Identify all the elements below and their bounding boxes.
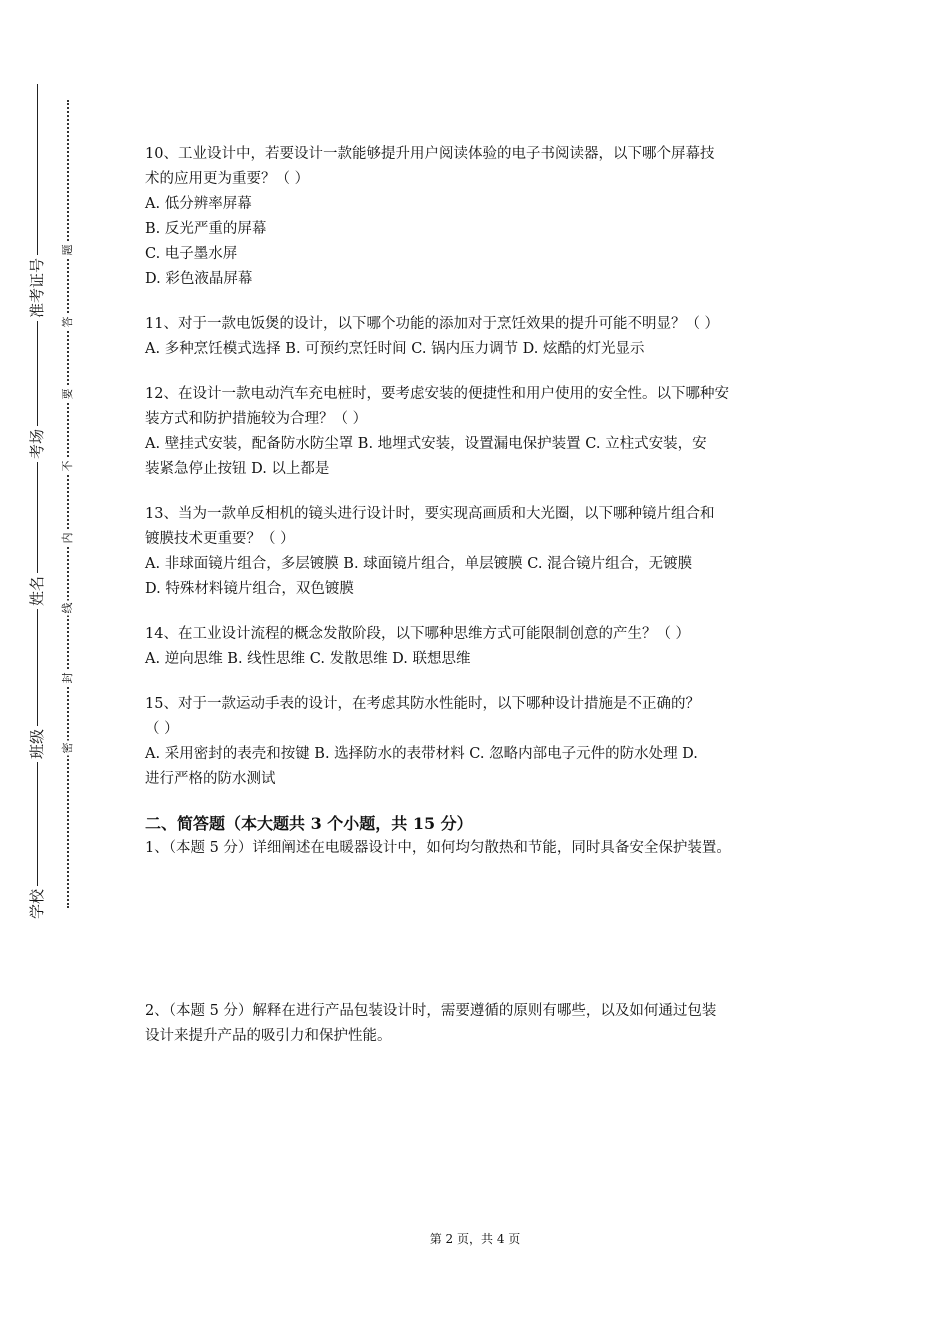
field-school-label: 学校 — [29, 886, 45, 922]
question-stem-line: 14、在工业设计流程的概念发散阶段，以下哪种思维方式可能限制创意的产生？（ ） — [145, 626, 691, 642]
option-c: C. 电子墨水屏 — [145, 246, 238, 262]
exam-content — [145, 142, 820, 1049]
field-name-label: 姓名 — [29, 573, 45, 609]
question-15 — [145, 692, 820, 792]
option-a: A. 低分辨率屏幕 — [145, 196, 252, 212]
seal-notice-char: 不 — [61, 460, 74, 472]
binding-solid-line — [37, 84, 38, 914]
field-exam-room-label: 考场 — [29, 426, 45, 462]
options-line: A. 多种烹饪模式选择 B. 可预约烹饪时间 C. 锅内压力调节 D. 炫酷的灯光显示 — [145, 341, 645, 357]
seal-notice-char: 要 — [61, 388, 74, 400]
short-answer-2 — [145, 999, 820, 1049]
short-answer-line: 1、（本题 5 分）详细阐述在电暖器设计中，如何均匀散热和节能，同时具备安全保护装置。 — [145, 840, 731, 856]
binding-strip — [0, 0, 100, 1344]
field-class-label: 班级 — [29, 726, 45, 762]
question-11 — [145, 312, 820, 362]
seal-notice-char: 答 — [61, 316, 74, 328]
seal-notice-char: 密 — [61, 742, 74, 754]
short-answer-1 — [145, 836, 820, 861]
short-answer-line: 设计来提升产品的吸引力和保护性能。 — [145, 1028, 392, 1044]
seal-notice-char: 封 — [61, 672, 74, 684]
options-line: 装紧急停止按钮 D. 以上都是 — [145, 461, 330, 477]
options-line: A. 非球面镜片组合，多层镀膜 B. 球面镜片组合，单层镀膜 C. 混合镜片组合，无镀膜 — [145, 556, 693, 572]
options-line: 进行严格的防水测试 — [145, 771, 276, 787]
seal-notice-char: 内 — [61, 532, 74, 544]
seal-notice-char: 题 — [61, 244, 74, 256]
option-d: D. 彩色液晶屏幕 — [145, 271, 253, 287]
field-exam-number-label: 准考证号 — [29, 255, 45, 321]
question-12 — [145, 382, 820, 482]
options-line: A. 壁挂式安装，配备防水防尘罩 B. 地埋式安装，设置漏电保护装置 C. 立柱式安装，安 — [145, 436, 707, 452]
question-13 — [145, 502, 820, 602]
question-10 — [145, 142, 820, 292]
question-stem-line: 术的应用更为重要？（ ） — [145, 171, 310, 187]
question-stem-line: 11、对于一款电饭煲的设计，以下哪个功能的添加对于烹饪效果的提升可能不明显？（ ） — [145, 316, 720, 332]
question-stem-line: 15、对于一款运动手表的设计，在考虑其防水性能时，以下哪种设计措施是不正确的？ — [145, 696, 700, 712]
options-line: A. 逆向思维 B. 线性思维 C. 发散思维 D. 联想思维 — [145, 651, 471, 667]
question-stem-line: （ ） — [145, 721, 179, 737]
page-footer: 第 2 页，共 4 页 — [429, 1232, 521, 1246]
section-title-short-answer: 二、简答题（本大题共 3 个小题，共 15 分） — [145, 814, 473, 833]
options-line: D. 特殊材料镜片组合，双色镀膜 — [145, 581, 354, 597]
question-stem-line: 镀膜技术更重要？（ ） — [145, 531, 295, 547]
short-answer-line: 2、（本题 5 分）解释在进行产品包装设计时，需要遵循的原则有哪些，以及如何通过包装 — [145, 1003, 717, 1019]
question-stem-line: 10、工业设计中，若要设计一款能够提升用户阅读体验的电子书阅读器，以下哪个屏幕技 — [145, 146, 715, 162]
seal-dotted-line — [67, 100, 69, 908]
question-14 — [145, 622, 820, 672]
question-stem-line: 12、在设计一款电动汽车充电桩时，要考虑安装的便捷性和用户使用的安全性。以下哪种安 — [145, 386, 729, 402]
option-b: B. 反光严重的屏幕 — [145, 221, 267, 237]
options-line: A. 采用密封的表壳和按键 B. 选择防水的表带材料 C. 忽略内部电子元件的防水处理 D. — [145, 746, 698, 762]
question-stem-line: 13、当为一款单反相机的镜头进行设计时，要实现高画质和大光圈，以下哪种镜片组合和 — [145, 506, 715, 522]
seal-notice-char: 线 — [61, 602, 74, 614]
question-stem-line: 装方式和防护措施较为合理？（ ） — [145, 411, 368, 427]
